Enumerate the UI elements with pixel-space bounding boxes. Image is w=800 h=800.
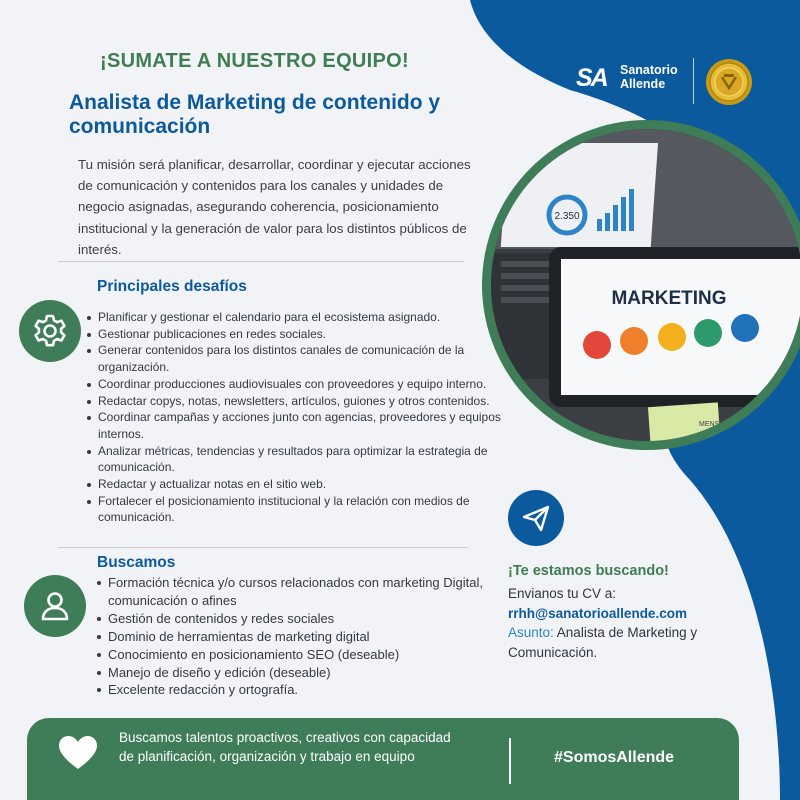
list-item: Conocimiento en posicionamiento SEO (deseable) xyxy=(97,646,497,664)
logo-mark: SA xyxy=(576,64,607,92)
list-item: Analizar métricas, tendencias y resultados para optimizar la estrategia de comunicación. xyxy=(87,443,527,476)
sticky-note-text: MENSAJE xyxy=(699,421,733,428)
contact-subject xyxy=(508,623,748,662)
marketing-photo xyxy=(491,129,800,441)
list-item: Manejo de diseño y edición (deseable) xyxy=(97,664,497,682)
page-headline: ¡SUMATE A NUESTRO EQUIPO! xyxy=(100,50,409,72)
list-item: Coordinar producciones audiovisuales con proveedores y equipo interno. xyxy=(87,376,527,393)
marketing-photo-illustration xyxy=(491,129,800,441)
heart-icon xyxy=(59,736,97,770)
list-item: Formación técnica y/o cursos relacionados con marketing Digital, comunicación o afines xyxy=(97,574,497,610)
footer-banner xyxy=(27,718,739,800)
list-item: Generar contenidos para los distintos canales de comunicación de la organización. xyxy=(87,342,527,375)
contact-email-link[interactable]: rrhh@sanatorioallende.com xyxy=(508,605,687,621)
seeking-title: Buscamos xyxy=(97,554,176,571)
challenges-list xyxy=(87,309,527,526)
subject-value: Analista de Marketing y Comunicación. xyxy=(508,625,698,660)
mission-paragraph: Tu misión será planificar, desarrollar, coordinar y ejecutar acciones de comunicación y contenidos para los canales y unidades de negocio asignadas, asegurando coherencia, posicionamiento institucional y la generación de valor para los distintos públicos de interés. xyxy=(78,157,471,257)
paper-plane-icon xyxy=(521,503,551,533)
logo-name xyxy=(620,64,678,91)
seeking-icon-badge xyxy=(24,575,86,637)
list-item: Gestión de contenidos y redes sociales xyxy=(97,610,497,628)
list-item: Fortalecer el posicionamiento institucional y la relación con medios de comunicación. xyxy=(87,493,527,526)
marketing-photo-frame xyxy=(482,120,800,450)
challenges-icon-badge xyxy=(19,300,81,362)
send-badge xyxy=(508,490,564,546)
seeking-list xyxy=(97,574,497,699)
divider xyxy=(58,261,464,262)
list-item: Excelente redacción y ortografía. xyxy=(97,681,497,699)
footer-text: Buscamos talentos proactivos, creativos con capacidad de planificación, organización y trabajo en equipo xyxy=(119,730,451,764)
footer-separator xyxy=(509,738,511,784)
contact-headline: ¡Te estamos buscando! xyxy=(508,563,669,579)
subject-label: Asunto: xyxy=(508,625,554,640)
list-item: Coordinar campañas y acciones junto con agencias, proveedores y equipos internos. xyxy=(87,409,527,442)
logo-name-line1: Sanatorio xyxy=(620,63,678,77)
logo-separator xyxy=(693,58,694,104)
gear-icon xyxy=(31,312,69,350)
divider xyxy=(58,547,468,548)
hashtag: #SomosAllende xyxy=(554,749,675,766)
challenges-title: Principales desafíos xyxy=(97,278,247,295)
tablet-word: MARKETING xyxy=(611,288,727,309)
list-item: Dominio de herramientas de marketing digital xyxy=(97,628,497,646)
logo-name-line2: Allende xyxy=(620,76,666,91)
contact-line: Envianos tu CV a: xyxy=(508,586,617,601)
list-item: Gestionar publicaciones en redes sociales. xyxy=(87,326,527,343)
list-item: Redactar y actualizar notas en el sitio web. xyxy=(87,476,527,493)
person-icon xyxy=(37,588,73,624)
job-title: Analista de Marketing de contenido y comunicación xyxy=(69,91,441,138)
gold-seal-icon xyxy=(705,58,753,106)
contact-block xyxy=(508,561,748,662)
brand-logo xyxy=(572,58,762,104)
list-item: Redactar copys, notas, newsletters, artículos, guiones y otros contenidos. xyxy=(87,393,527,410)
list-item: Planificar y gestionar el calendario para el ecosistema asignado. xyxy=(87,309,527,326)
laptop-value: 2.350 xyxy=(554,211,580,222)
